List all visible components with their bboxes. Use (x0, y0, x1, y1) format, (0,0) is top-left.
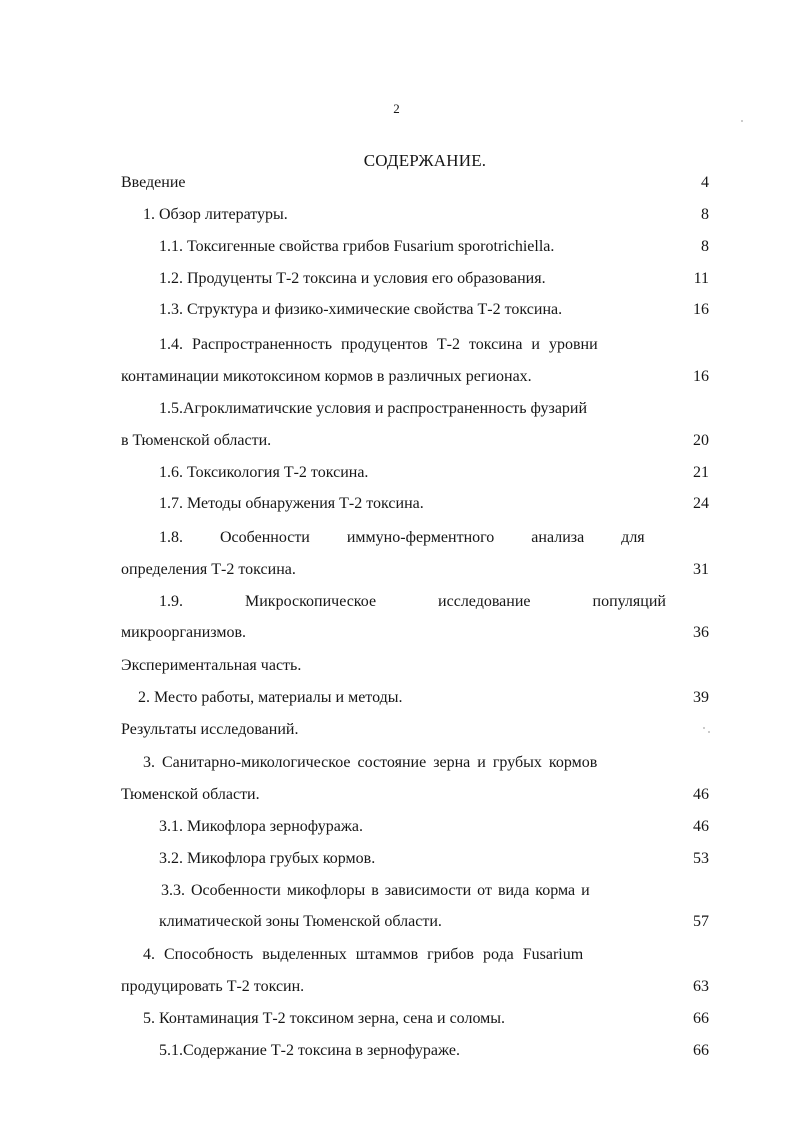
toc-entry-page: 16 (693, 368, 709, 385)
toc-entry (0, 944, 793, 966)
toc-entry-page: 66 (693, 1010, 709, 1027)
toc-entry (0, 816, 793, 838)
toc-entry-text: 5.1.Содержание Т-2 токсина в зернофураже. (159, 1042, 460, 1059)
toc-entry-text: 1.2. Продуценты Т-2 токсина и условия его образования. (159, 270, 546, 287)
toc-entry-page: 24 (693, 495, 709, 512)
toc-entry-page: 20 (693, 432, 709, 449)
toc-entry-page: 46 (693, 818, 709, 835)
toc-entry-text: определения Т-2 токсина. (121, 561, 296, 578)
toc-entry-page: 21 (693, 464, 709, 481)
toc-entry-text: продуцировать Т-2 токсин. (121, 978, 305, 995)
toc-entry-text: Экспериментальная часть. (121, 657, 302, 674)
toc-entry-text: 1.8. Особенности иммуно-ферментного анализа для (159, 529, 645, 546)
toc-entry-page: 31 (693, 561, 709, 578)
toc-entry-text: 1.1. Токсигенные свойства грибов Fusarium sporotrichiella. (159, 238, 555, 255)
toc-entry-page: 66 (693, 1042, 709, 1059)
toc-entry-text: 5. Контаминация Т-2 токсином зерна, сена и соломы. (143, 1010, 506, 1027)
toc-entry-text: 1.5.Агроклиматичские условия и распространенность фузарий (159, 400, 588, 417)
toc-entry-page: 11 (693, 270, 709, 287)
toc-entry-text: в Тюменской области. (121, 432, 272, 449)
toc-entry-page: 46 (693, 786, 709, 803)
toc-entry (0, 591, 793, 613)
toc-entry (0, 398, 793, 420)
toc-entry-text: контаминации микотоксином кормов в различных регионах. (121, 368, 532, 385)
toc-entry (0, 236, 793, 258)
toc-entry-text: Введение (121, 174, 186, 191)
toc-entry-text: 3.1. Микофлора зернофуража. (159, 818, 364, 835)
toc-entry (0, 299, 793, 321)
toc-entry-text: 1.9. Микроскопическое исследование популяций (159, 593, 666, 610)
toc-entry-page: 8 (701, 206, 709, 223)
toc-entry-page: 36 (693, 624, 709, 641)
toc-entry-page: 53 (693, 850, 709, 867)
toc-entry-text: 1.4. Распространенность продуцентов Т-2 токсина и уровни (159, 336, 598, 353)
page-number: 2 (393, 101, 400, 116)
toc-entry-page: 16 (693, 301, 709, 318)
toc-entry-page: 39 (693, 689, 709, 706)
toc-entry (0, 334, 793, 356)
toc-entry-text: климатической зоны Тюменской области. (159, 913, 442, 930)
toc-entry-page: 63 (693, 978, 709, 995)
toc-entry-text: 1. Обзор литературы. (143, 206, 288, 223)
toc-entry-page: 8 (701, 238, 709, 255)
scan-speck (741, 120, 743, 122)
toc-entry (0, 687, 793, 709)
toc-entry-text: 3.3. Особенности микофлоры в зависимости от вида корма и (161, 882, 590, 899)
toc-entry (0, 976, 793, 998)
toc-entry (0, 719, 793, 741)
toc-entry-text: 1.7. Методы обнаружения Т-2 токсина. (159, 495, 424, 512)
toc-entry-text: 1.3. Структура и физико-химические свойства Т-2 токсина. (159, 301, 563, 318)
toc-entry-text: Результаты исследований. (121, 721, 299, 738)
toc-entry (0, 493, 793, 515)
toc-entry (0, 784, 793, 806)
toc-entry (0, 462, 793, 484)
scan-speck (703, 727, 705, 729)
toc-entry-text: Тюменской области. (121, 786, 260, 803)
toc-entry (0, 559, 793, 581)
toc-entry-text: 1.6. Токсикология Т-2 токсина. (159, 464, 369, 481)
toc-entry (0, 1008, 793, 1030)
toc-entry (0, 848, 793, 870)
toc-entry-text: микроорганизмов. (121, 624, 247, 641)
toc-title: СОДЕРЖАНИЕ. (363, 151, 487, 170)
toc-entry (0, 622, 793, 644)
toc-entry (0, 880, 793, 902)
toc-entry (0, 655, 793, 677)
toc-entry-page: 57 (693, 913, 709, 930)
toc-entry (0, 204, 793, 226)
toc-entry-page: 4 (701, 174, 709, 191)
toc-entry (0, 911, 793, 933)
toc-entry (0, 752, 793, 774)
toc-entry-text: 2. Место работы, материалы и методы. (138, 689, 403, 706)
toc-entry-text: 3. Санитарно-микологическое состояние зерна и грубых кормов (143, 754, 598, 771)
toc-entry-text: 3.2. Микофлора грубых кормов. (159, 850, 376, 867)
toc-entry (0, 430, 793, 452)
toc-entry (0, 172, 793, 194)
toc-entry (0, 527, 793, 549)
toc-entry (0, 366, 793, 388)
toc-entry (0, 268, 793, 290)
toc-entry-text: 4. Способность выделенных штаммов грибов рода Fusarium (143, 946, 584, 963)
scan-speck (708, 731, 710, 733)
toc-entry (0, 1040, 793, 1062)
